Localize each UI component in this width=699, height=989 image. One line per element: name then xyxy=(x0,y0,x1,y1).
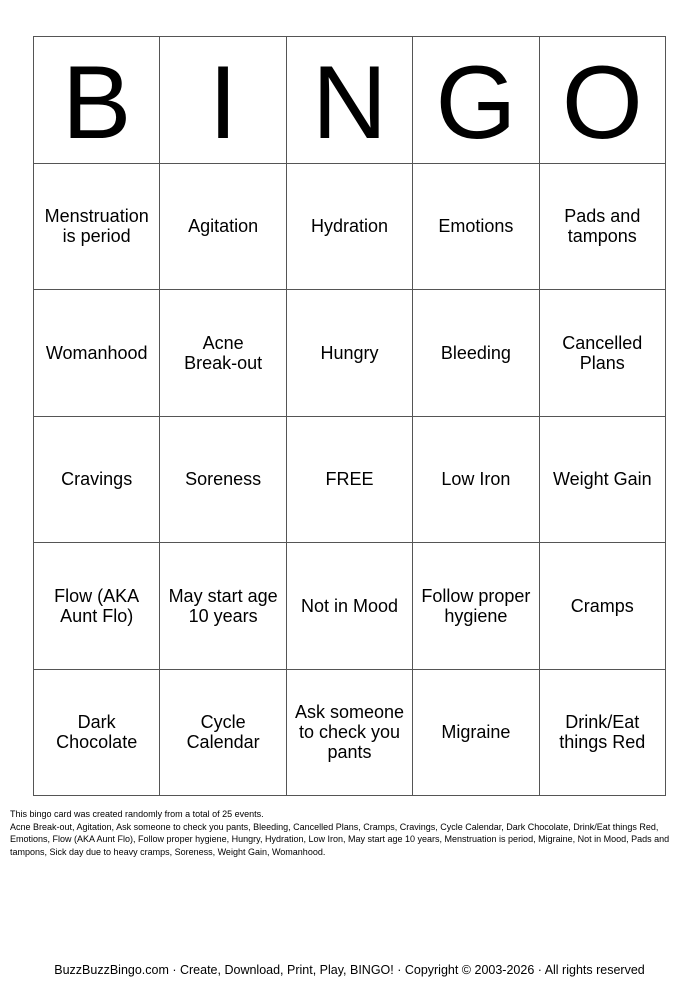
bingo-square-text: Agitation xyxy=(188,216,259,237)
bingo-square-text: Migraine xyxy=(441,722,511,743)
free-square xyxy=(287,417,413,544)
header-letter-o: O xyxy=(561,44,643,161)
bingo-square xyxy=(540,164,666,291)
bingo-square xyxy=(540,290,666,417)
bingo-square xyxy=(413,543,539,670)
bingo-square-text: Cramps xyxy=(570,595,634,616)
bingo-square xyxy=(34,417,160,544)
header-letter-g: G xyxy=(435,44,517,161)
header-cell-i xyxy=(160,37,286,164)
header-letter-n: N xyxy=(311,44,388,161)
bingo-square-text: Womanhood xyxy=(45,342,148,363)
bingo-square-text: Bleeding xyxy=(440,342,511,363)
bingo-square xyxy=(160,164,286,291)
card-generation-note xyxy=(10,808,692,858)
site-footer: BuzzBuzzBingo.com · Create, Download, Print, Play, BINGO! · Copyright © 2003-2026 · All rights reserved xyxy=(54,963,645,977)
bingo-square-text: Soreness xyxy=(185,469,262,490)
bingo-square-text: Cravings xyxy=(61,469,133,490)
bingo-square-text: Hydration xyxy=(310,216,389,237)
bingo-card xyxy=(33,36,666,796)
bingo-square xyxy=(34,290,160,417)
bingo-square-text: Emotions xyxy=(438,216,514,237)
bingo-square xyxy=(34,164,160,291)
bingo-square xyxy=(160,670,286,797)
bingo-square xyxy=(287,164,413,291)
note-intro: This bingo card was created randomly from a total of 25 events. xyxy=(10,809,264,819)
bingo-square xyxy=(413,164,539,291)
bingo-square-text: Menstruation is period xyxy=(44,206,149,247)
bingo-square xyxy=(540,543,666,670)
bingo-square xyxy=(413,417,539,544)
bingo-square-text: Hungry xyxy=(320,342,379,363)
header-letter-i: I xyxy=(208,44,238,161)
note-event-list: Acne Break-out, Agitation, Ask someone to check you pants, Bleeding, Cancelled Plans, Cramps, Cravings, Cycle Calendar, Dark Chocolate, Drink/Eat things Red, Emotions, Flow (AKA Aunt Flo), Follow proper hygiene, Hungry, Hydration, Low Iron, May start age 10 years, Menstruation is period, Migraine, Not in Mood, Pads and tampons, Sick day due to heavy cramps, Soreness, Weight Gain, Womanhood. xyxy=(10,821,670,857)
bingo-square-text: Dark Chocolate xyxy=(56,712,138,753)
free-square-text: FREE xyxy=(325,469,374,490)
bingo-square xyxy=(160,543,286,670)
bingo-square xyxy=(287,543,413,670)
header-letter-b: B xyxy=(62,44,132,161)
bingo-square-text: Follow proper hygiene xyxy=(421,585,531,626)
header-cell-g xyxy=(413,37,539,164)
bingo-square xyxy=(160,290,286,417)
bingo-square-text: May start age 10 years xyxy=(168,585,278,626)
bingo-square-text: Cycle Calendar xyxy=(186,712,260,753)
bingo-square-text: Weight Gain xyxy=(552,469,652,490)
bingo-square xyxy=(287,290,413,417)
bingo-square xyxy=(287,670,413,797)
bingo-square xyxy=(540,670,666,797)
bingo-square-text: Cancelled Plans xyxy=(562,332,643,373)
header-cell-n xyxy=(287,37,413,164)
bingo-square-text: Pads and tampons xyxy=(564,206,641,247)
bingo-square-text: Drink/Eat things Red xyxy=(559,712,646,753)
bingo-square xyxy=(540,417,666,544)
bingo-square-text: Low Iron xyxy=(441,469,511,490)
bingo-square-text: Not in Mood xyxy=(300,595,399,616)
bingo-square xyxy=(160,417,286,544)
bingo-square-text: Flow (AKA Aunt Flo) xyxy=(54,585,140,626)
bingo-square-text: Acne Break-out xyxy=(184,332,263,373)
bingo-square xyxy=(413,290,539,417)
header-cell-b xyxy=(34,37,160,164)
bingo-square xyxy=(34,670,160,797)
bingo-square xyxy=(34,543,160,670)
bingo-square-text: Ask someone to check you pants xyxy=(294,702,405,763)
bingo-square xyxy=(413,670,539,797)
header-cell-o xyxy=(540,37,666,164)
